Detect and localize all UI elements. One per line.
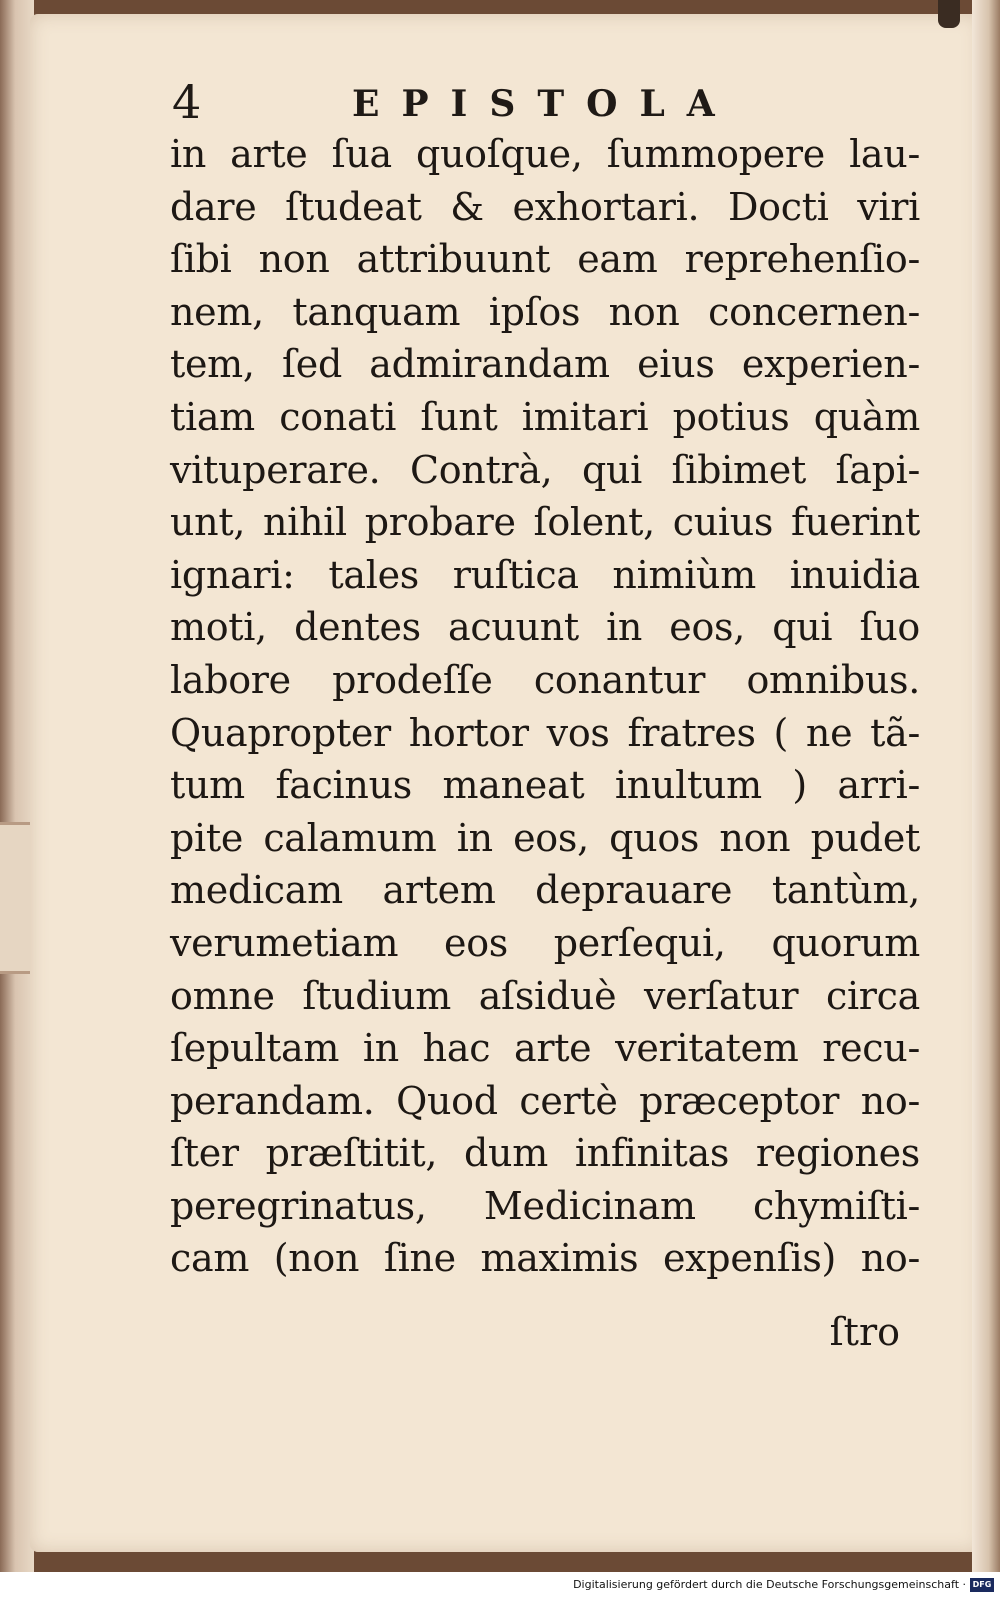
text-line: dare ſtudeat & exhortari. Docti viri [170,184,920,229]
text-line: perandam. Quod certè præceptor no- [170,1078,920,1123]
text-line: labore prodeſſe conantur omnibus. [170,657,920,702]
text-line: ignari: tales ruſtica nimiùm inuidia [170,552,920,597]
page-number: 4 [172,75,202,129]
holding-clip [938,0,960,28]
text-line: ſter præſtitit, dum infinitas regiones [170,1131,920,1176]
text-line: unt, nihil probare ſolent, cuius fuerint [170,500,920,545]
body-text [170,128,920,1285]
text-line: in arte ſua quoſque, ſummopere lau- [170,132,920,176]
text-line: cam (non ſine maximis expenſis) no- [170,1236,920,1281]
text-line: omne ſtudium aſsiduè verſatur circa [170,973,920,1018]
running-head: EPISTOLA [352,83,737,125]
text-line: peregrinatus, Medicinam chymiſti- [170,1183,920,1228]
text-line: Quapropter hortor vos fratres ( ne tã- [170,710,920,755]
text-line: tiam conati ſunt imitari potius quàm [170,394,920,439]
digitization-credit: Digitalisierung gefördert durch die Deutsche Forschungsgemeinschaft · [573,1578,966,1591]
right-page-edge [972,0,1000,1572]
text-line: ſepultam in hac arte veritatem recu- [170,1026,920,1071]
text-line: ſibi non attribuunt eam reprehenſio- [170,237,920,282]
text-line: pite calamum in eos, quos non pudet [170,815,920,860]
page-header [172,76,912,128]
catchword: ſtro [829,1310,900,1354]
text-line: nem, tanquam ipſos non concernen- [170,289,920,334]
dfg-logo-icon: DFG [970,1578,994,1592]
text-line: medicam artem deprauare tantùm, [170,868,920,913]
text-line: vituperare. Contrà, qui ſibimet ſapi- [170,447,920,492]
left-binding-edge [0,0,34,1572]
text-line: tem, ſed admirandam eius experien- [170,342,920,387]
text-line: moti, dentes acuunt in eos, qui ſuo [170,605,920,650]
text-line: verumetiam eos perſequi, quorum [170,920,920,965]
text-line: tum facinus maneat inultum ) arri- [170,763,920,808]
